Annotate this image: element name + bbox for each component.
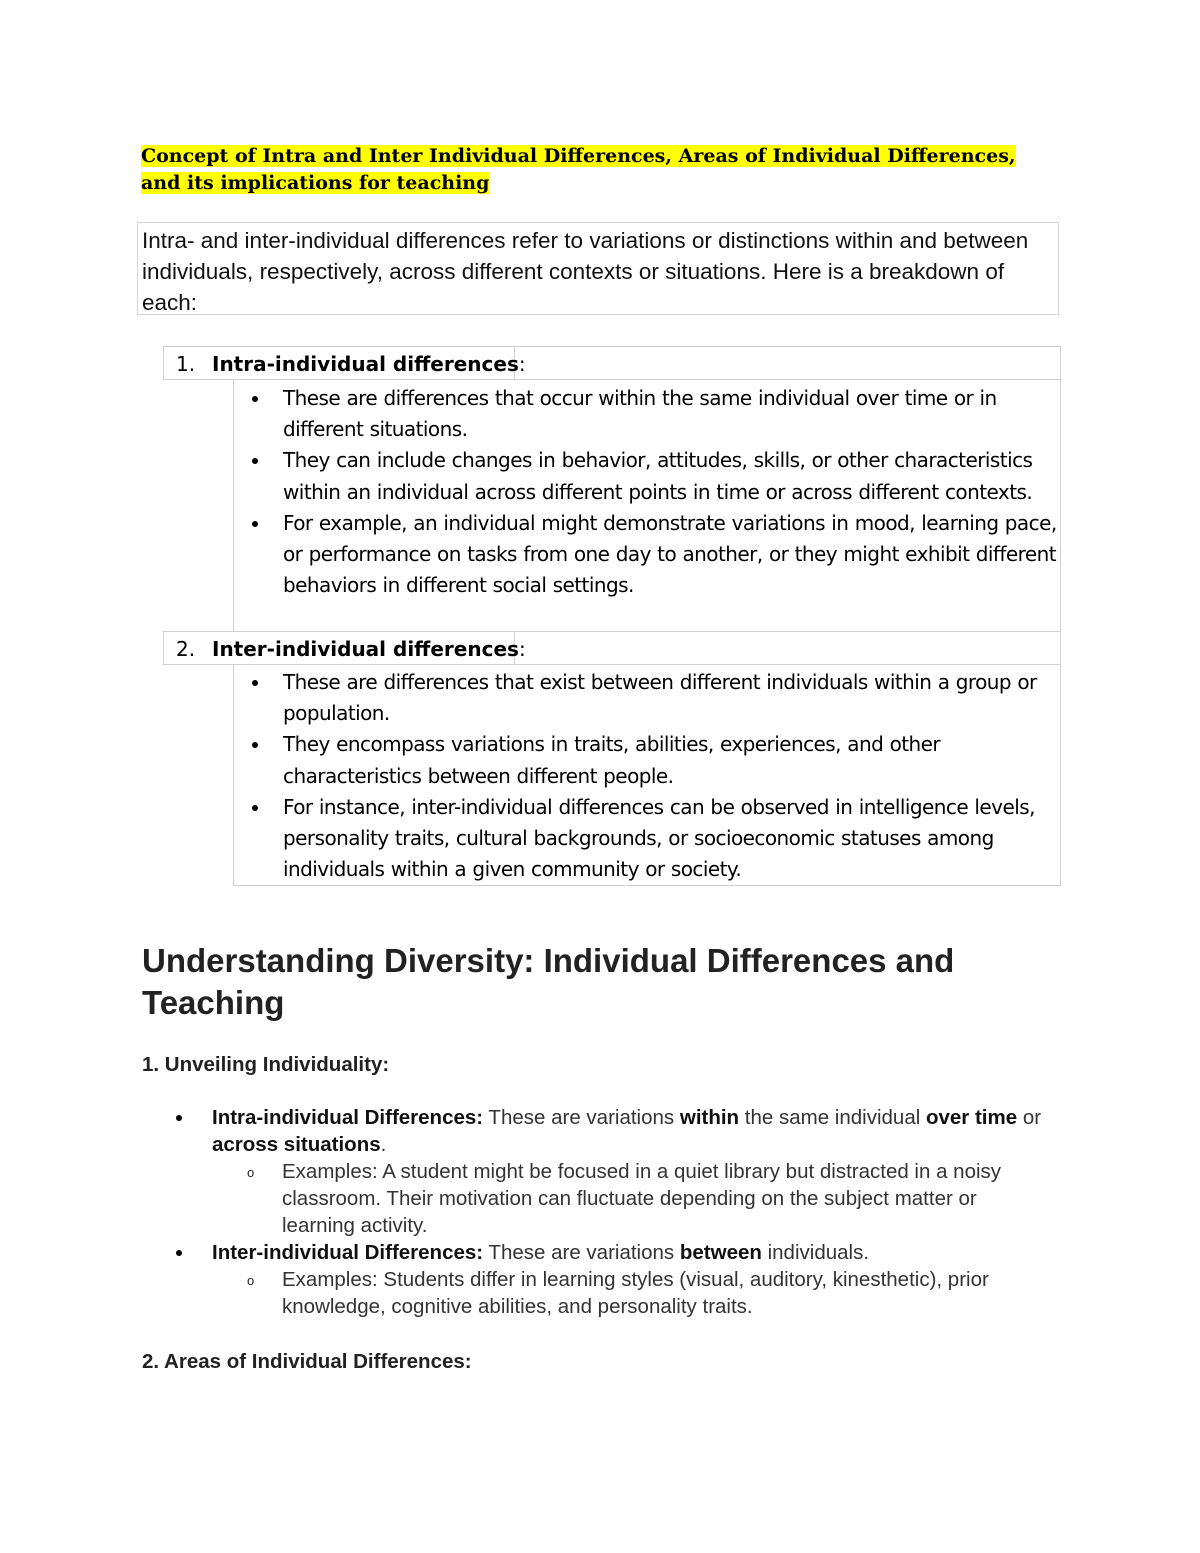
- emphasis: within: [679, 1106, 740, 1129]
- item-colon: :: [518, 637, 526, 661]
- table-cell-row-2-extent: [515, 631, 1061, 665]
- bullet-list-intra: [244, 383, 1064, 601]
- item-label: Inter-individual differences: [212, 637, 519, 661]
- subsection-title-2: 2. Areas of Individual Differences:: [142, 1350, 472, 1373]
- emphasis: between: [679, 1241, 762, 1264]
- text-run: .: [380, 1133, 387, 1156]
- intro-paragraph: Intra- and inter-individual differences refer to variations or distinctions within and between individuals, respectively, across different contexts or situations. Here is a breakdown of each:: [142, 228, 1029, 315]
- item-number: 2.: [176, 637, 196, 661]
- text-run: These are variations: [483, 1241, 680, 1264]
- sub-list: [212, 1266, 1054, 1320]
- subsection-title-1: 1. Unveiling Individuality:: [142, 1053, 390, 1076]
- list-item-inter: [174, 1239, 1054, 1320]
- list-item-intra: [174, 1104, 1054, 1239]
- list-item: They can include changes in behavior, attitudes, skills, or other characteristics within an individual across different points in time or across different contexts.: [244, 445, 1064, 507]
- section1-list: [174, 1104, 1054, 1320]
- bullet-list-inter: [244, 667, 1064, 885]
- text-run: individuals.: [761, 1241, 870, 1264]
- item-number: 1.: [176, 352, 196, 376]
- text-run: or: [1017, 1106, 1042, 1129]
- item-label: Intra-individual differences: [212, 352, 519, 376]
- text-run: the same individual: [739, 1106, 926, 1129]
- numbered-item-2: [176, 634, 526, 665]
- emphasis: across situations: [212, 1133, 381, 1156]
- text-run: These are variations: [483, 1106, 680, 1129]
- list-item: These are differences that exist between different individuals within a group or population.: [244, 667, 1064, 729]
- numbered-item-1: [176, 349, 526, 380]
- list-item: These are differences that occur within the same individual over time or in different situations.: [244, 383, 1064, 445]
- highlighted-title-text: Concept of Intra and Inter Individual Differences, Areas of Individual Differences, and its implications for teaching: [141, 145, 1016, 194]
- table-cell-row-1-extent: [515, 346, 1061, 380]
- list-item: For example, an individual might demonstrate variations in mood, learning pace, or performance on tasks from one day to another, or they might exhibit different behaviors in different social settings.: [244, 508, 1064, 602]
- sub-list-item: o Examples: A student might be focused in a quiet library but distracted in a noisy classroom. Their motivation can fluctuate depending on the subject matter or learning activity.: [212, 1158, 1054, 1239]
- document-title: [141, 143, 1061, 197]
- term-label: Intra-individual Differences:: [212, 1106, 484, 1129]
- emphasis: over time: [925, 1106, 1018, 1129]
- item-colon: :: [518, 352, 526, 376]
- list-item: For instance, inter-individual differences can be observed in intelligence levels, personality traits, cultural backgrounds, or socioeconomic statuses among individuals within a given community or society.: [244, 792, 1064, 886]
- term-label: Inter-individual Differences:: [212, 1241, 484, 1264]
- list-item: They encompass variations in traits, abilities, experiences, and other characteristics between different people.: [244, 729, 1064, 791]
- section-heading: Understanding Diversity: Individual Differences and Teaching: [142, 942, 955, 1021]
- sub-list-item: o Examples: Students differ in learning styles (visual, auditory, kinesthetic), prior knowledge, cognitive abilities, and personality traits.: [212, 1266, 1054, 1320]
- sub-list: [212, 1158, 1054, 1239]
